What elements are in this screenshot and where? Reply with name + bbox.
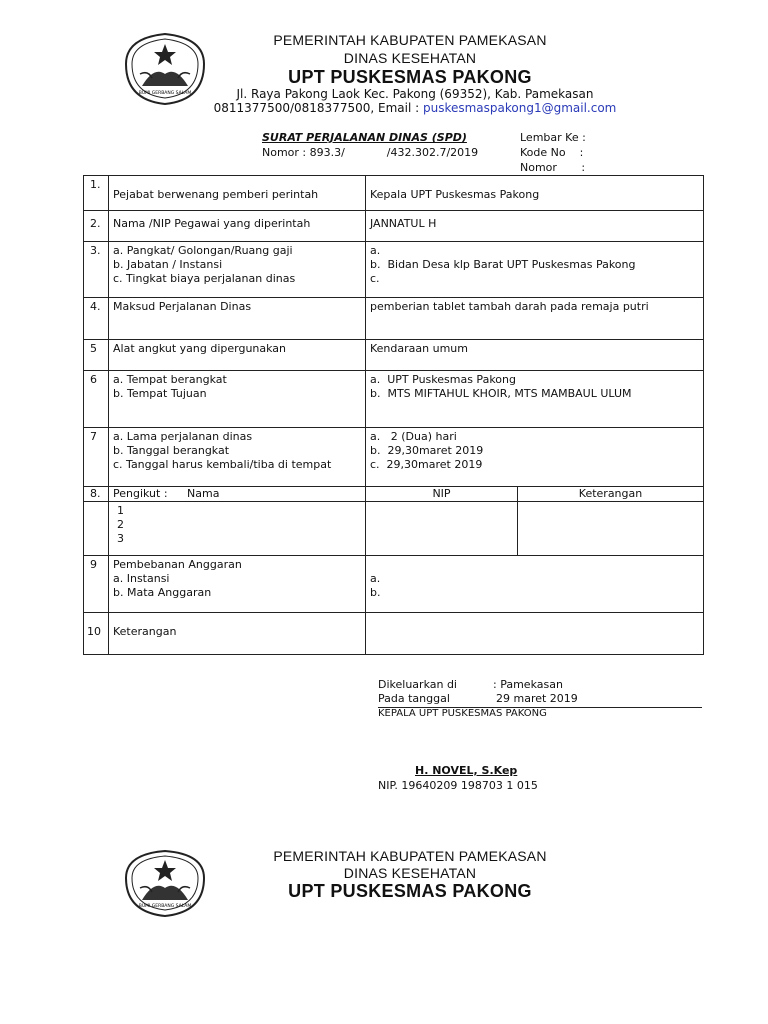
row-number: 3.	[84, 242, 109, 298]
issued-at-label: Dikeluarkan di	[378, 678, 457, 691]
spd-table	[83, 175, 704, 655]
row-value: a. b.	[366, 556, 704, 613]
document-number: Nomor : 893.3/ /432.302.7/2019	[262, 146, 479, 159]
svg-text:BUMI GERBANG SALAM: BUMI GERBANG SALAM	[138, 91, 192, 96]
row-number: 10	[84, 613, 109, 655]
row-value: pemberian tablet tambah darah pada remaja putri	[366, 298, 704, 340]
col-nip-header: NIP	[366, 487, 518, 502]
issued-date-value: 29 maret 2019	[496, 692, 578, 705]
row-value: JANNATUL H	[366, 211, 704, 242]
svg-text:BUMI GERBANG SALAM: BUMI GERBANG SALAM	[138, 904, 192, 909]
table-row	[84, 371, 704, 428]
footer-header-line2: DINAS KESEHATAN	[343, 865, 477, 881]
row-number: 6	[84, 371, 109, 428]
col-keterangan-header: Keterangan	[518, 487, 704, 502]
header-address: Jl. Raya Pakong Laok Kec. Pakong (69352), Kab. Pamekasan	[236, 87, 594, 101]
row-value: a. b. Bidan Desa klp Barat UPT Puskesmas Pakong c.	[366, 242, 704, 298]
document-title: SURAT PERJALANAN DINAS (SPD)	[262, 131, 467, 144]
nip-cell	[366, 502, 518, 556]
header-line1: PEMERINTAH KABUPATEN PAMEKASAN	[273, 32, 547, 48]
row-number: 1.	[84, 176, 109, 211]
table-row	[84, 242, 704, 298]
footer-header-line1: PEMERINTAH KABUPATEN PAMEKASAN	[273, 848, 547, 864]
regency-logo-footer	[120, 848, 210, 918]
table-row	[84, 556, 704, 613]
row-label: Alat angkut yang dipergunakan	[109, 340, 366, 371]
pengikut-list: 1 2 3	[109, 502, 366, 556]
row-value	[366, 613, 704, 655]
signer-nip: NIP. 19640209 198703 1 015	[378, 779, 538, 792]
table-row	[84, 298, 704, 340]
table-row	[84, 613, 704, 655]
issued-at-value: : Pamekasan	[493, 678, 563, 691]
row-number: 7	[84, 428, 109, 487]
row-value: Kendaraan umum	[366, 340, 704, 371]
header-line2: DINAS KESEHATAN	[343, 50, 477, 66]
col-nama-header: Nama	[187, 487, 220, 500]
row-label: Keterangan	[109, 613, 366, 655]
header-phone: 0811377500/0818377500, Email :	[213, 101, 420, 115]
signer-position: KEPALA UPT PUSKESMAS PAKONG	[378, 708, 547, 719]
regency-logo	[120, 30, 210, 108]
row-label: Maksud Perjalanan Dinas	[109, 298, 366, 340]
lembar-label: Lembar Ke :	[520, 131, 586, 144]
row-number: 8.	[84, 487, 109, 502]
issued-date-label: Pada tanggal	[378, 692, 450, 705]
keterangan-cell	[518, 502, 704, 556]
header-email[interactable]: puskesmaspakong1@gmail.com	[422, 101, 617, 115]
header-line3: UPT PUSKESMAS PAKONG	[288, 67, 532, 87]
table-row	[84, 428, 704, 487]
row-label: Pembebanan Anggaran a. Instansi b. Mata Anggaran	[109, 556, 366, 613]
table-row	[84, 176, 704, 211]
row-number: 4.	[84, 298, 109, 340]
table-row	[84, 502, 704, 556]
row-number: 5	[84, 340, 109, 371]
row-label: Nama /NIP Pegawai yang diperintah	[109, 211, 366, 242]
row-value: a. UPT Puskesmas Pakong b. MTS MIFTAHUL KHOIR, MTS MAMBAUL ULUM	[366, 371, 704, 428]
row-label: Pejabat berwenang pemberi perintah	[109, 176, 366, 211]
table-row	[84, 340, 704, 371]
table-row	[84, 211, 704, 242]
row-value: a. 2 (Dua) hari b. 29,30maret 2019 c. 29,30maret 2019	[366, 428, 704, 487]
pengikut-label: Pengikut :	[113, 487, 168, 500]
row-label: a. Lama perjalanan dinas b. Tanggal berangkat c. Tanggal harus kembali/tiba di tempat	[109, 428, 366, 487]
row-value: Kepala UPT Puskesmas Pakong	[366, 176, 704, 211]
nomor-right-label: Nomor :	[520, 161, 586, 174]
empty-cell	[84, 502, 109, 556]
header-contact	[200, 101, 630, 115]
row-number: 9	[84, 556, 109, 613]
signer-name: H. NOVEL, S.Kep	[415, 764, 518, 777]
table-row	[84, 487, 704, 502]
row-label: a. Pangkat/ Golongan/Ruang gaji b. Jabatan / Instansi c. Tingkat biaya perjalanan dinas	[109, 242, 366, 298]
row-label: a. Tempat berangkat b. Tempat Tujuan	[109, 371, 366, 428]
row-label	[109, 487, 366, 502]
kode-label: Kode No :	[520, 146, 584, 159]
row-number: 2.	[84, 211, 109, 242]
footer-header-line3: UPT PUSKESMAS PAKONG	[288, 881, 532, 901]
